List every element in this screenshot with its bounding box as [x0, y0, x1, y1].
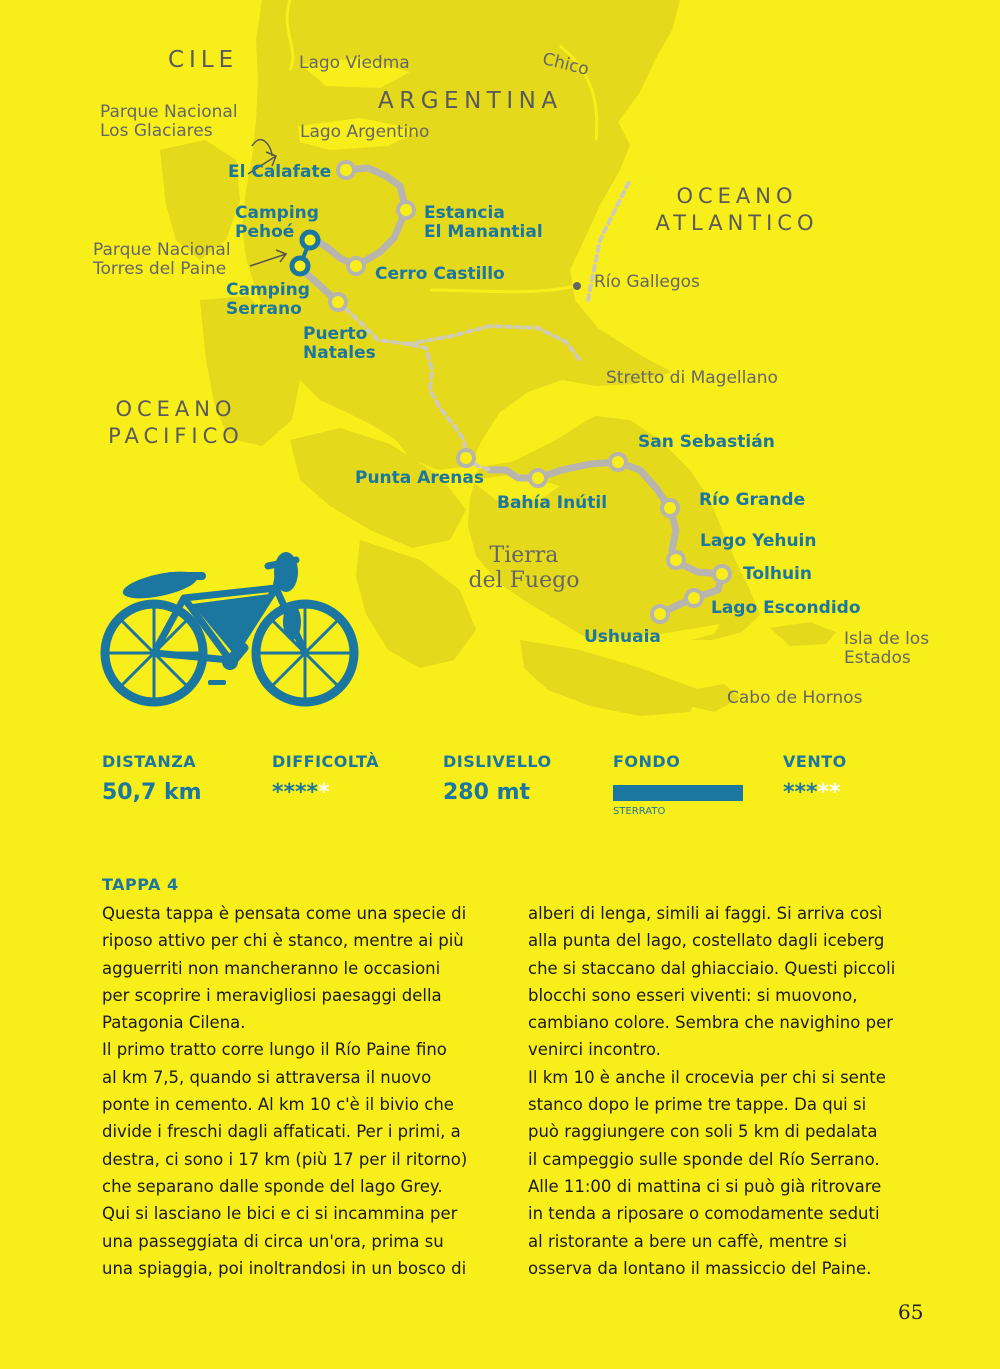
label-parque-torres: [93, 241, 231, 278]
page-number: 65: [898, 1300, 924, 1324]
body-text-line: Patagonia Cilena.: [102, 1013, 246, 1033]
stop-bahia-inutil: Bahía Inútil: [497, 493, 608, 513]
stop-ushuaia: Ushuaia: [584, 627, 661, 647]
body-text-line: Qui si lasciano le bici e ci si incammina per: [102, 1204, 458, 1224]
body-text-line: Il primo tratto corre lungo il Río Paine fino: [102, 1040, 447, 1060]
label-isla-estados-line1: Isla de los: [844, 629, 930, 649]
stop-lago-yehuin: Lago Yehuin: [700, 531, 817, 551]
label-isla-estados: [844, 630, 929, 667]
southern-islands: [520, 640, 700, 716]
bike-crank: [222, 654, 238, 670]
label-parque-glaciares-line1: Parque Nacional: [100, 102, 238, 122]
stat-difficolta-stars-empty: *: [318, 780, 330, 805]
body-text-line: Alle 11:00 di mattina ci si può già ritrovare: [528, 1176, 882, 1196]
body-text-line: divide i freschi dagli affaticati. Per i primi, a: [102, 1122, 461, 1142]
bike-handlebar-bag: [274, 552, 298, 592]
bike-pedal: [208, 680, 226, 685]
stat-dislivello-value: 280 mt: [443, 780, 531, 805]
stop-camping-pehoe-line2: Pehoé: [235, 221, 295, 242]
body-text-line: riposo attivo per chi è stanco, mentre ai più: [102, 931, 464, 951]
label-oceano-atlantico-line1: OCEANO: [676, 184, 798, 208]
body-text-line: una spiaggia, poi inoltrandosi in un bosco di: [102, 1258, 467, 1278]
label-tierra-del-fuego: [462, 543, 586, 594]
bike-fork-bag: [283, 604, 301, 640]
isla-de-los-estados-island: [770, 622, 836, 646]
body-text-line: in tenda a riposare o comodamente seduti: [528, 1204, 880, 1224]
stat-distanza-label: DISTANZA: [102, 752, 197, 771]
marker-rio-gallegos: [573, 282, 581, 290]
label-isla-estados-line2: Estados: [844, 647, 911, 668]
label-oceano-pacifico: [106, 398, 246, 448]
body-text-line: per scoprire i meravigliosi paesaggi della: [102, 985, 442, 1005]
stop-camping-pehoe: [235, 204, 319, 241]
stop-camping-serrano: [226, 281, 310, 318]
body-column-left: [102, 900, 502, 1282]
stat-fondo-label: FONDO: [613, 752, 681, 771]
body-column-right: [528, 900, 928, 1282]
marker-ushuaia: [652, 606, 668, 622]
stop-punta-arenas: Punta Arenas: [355, 468, 484, 488]
stat-fondo-caption: STERRATO: [613, 806, 666, 817]
stat-distanza-value: 50,7 km: [102, 780, 202, 805]
stop-puerto-natales-line1: Puerto: [303, 324, 368, 344]
stop-camping-pehoe-line1: Camping: [235, 203, 319, 223]
body-text-line: stanco dopo le prime tre tappe. Da qui si: [528, 1095, 867, 1115]
body-text-line: destra, ci sono i 17 km (più 17 per il ritorno): [102, 1149, 468, 1169]
label-lago-argentino: Lago Argentino: [300, 122, 430, 142]
body-text-line: agguerriti non mancheranno le occasioni: [102, 958, 441, 978]
label-oceano-atlantico: [652, 185, 822, 235]
label-cile: CILE: [168, 47, 239, 73]
stat-difficolta-stars-filled: ****: [272, 780, 319, 805]
stat-difficolta-label: DIFFICOLTÀ: [272, 752, 379, 771]
stat-vento-stars-empty: **: [817, 780, 841, 805]
label-stretto-magellano: Stretto di Magellano: [606, 368, 778, 388]
stat-vento-stars-filled: ***: [783, 780, 818, 805]
marker-rio-grande: [662, 500, 678, 516]
marker-cerro-castillo: [348, 258, 364, 274]
label-oceano-pacifico-line2: PACIFICO: [108, 424, 244, 449]
label-rio-gallegos: Río Gallegos: [594, 272, 700, 292]
marker-lago-yehuin: [668, 552, 684, 568]
body-text-line: Il km 10 è anche il crocevia per chi si sente: [528, 1067, 886, 1087]
marker-estancia: [398, 202, 414, 218]
label-parque-glaciares: [100, 103, 238, 140]
label-parque-torres-line1: Parque Nacional: [93, 240, 231, 260]
body-text-line: al km 7,5, quando si attraversa il nuovo: [102, 1067, 432, 1087]
body-text-line: alberi di lenga, simili ai faggi. Si arriva così: [528, 904, 883, 923]
body-text-line: al ristorante a bere un caffè, mentre si: [528, 1231, 847, 1251]
body-text-line: Questa tappa è pensata come una specie di: [102, 904, 467, 923]
stop-rio-grande: Río Grande: [699, 490, 806, 510]
body-text-line: blocchi sono esseri viventi: si muovono,: [528, 985, 858, 1005]
label-parque-glaciares-line2: Los Glaciares: [100, 120, 213, 141]
label-chico: Chico: [540, 49, 591, 80]
stop-puerto-natales-line2: Natales: [303, 342, 376, 363]
stop-puerto-natales: [303, 325, 376, 362]
bicycle-illustration: [105, 552, 354, 702]
body-text-line: ponte in cemento. Al km 10 c'è il bivio che: [102, 1095, 454, 1115]
stop-camping-serrano-line1: Camping: [226, 280, 310, 300]
stat-vento-stars: [783, 780, 841, 805]
section-heading: TAPPA 4: [102, 875, 179, 894]
label-argentina: ARGENTINA: [378, 88, 563, 114]
stop-estancia-line2: El Manantial: [424, 221, 543, 242]
stop-el-calafate: El Calafate: [228, 162, 332, 182]
label-lago-viedma: Lago Viedma: [299, 53, 410, 73]
marker-san-sebastian: [610, 454, 626, 470]
marker-bahia-inutil: [530, 470, 546, 486]
marker-camping-serrano: [292, 258, 308, 274]
stop-camping-serrano-line2: Serrano: [226, 298, 302, 319]
body-text-line: il campeggio sulle sponde del Río Serrano.: [528, 1149, 880, 1169]
stat-fondo-bar: [613, 785, 743, 801]
stop-estancia-el-manantial: [424, 204, 543, 241]
body-text-line: che si staccano dal ghiacciaio. Questi piccoli: [528, 958, 896, 978]
marker-punta-arenas: [458, 450, 474, 466]
label-parque-torres-line2: Torres del Paine: [93, 258, 227, 279]
label-tierra-del-fuego-line1: Tierra: [489, 543, 559, 568]
body-text-line: venirci incontro.: [528, 1040, 661, 1060]
body-text-line: cambiano colore. Sembra che navighino per: [528, 1013, 894, 1033]
marker-puerto-natales: [330, 294, 346, 310]
stat-vento-label: VENTO: [783, 752, 847, 771]
body-text-line: osserva da lontano il massiccio del Paine.: [528, 1258, 872, 1278]
stop-estancia-line1: Estancia: [424, 203, 505, 223]
stop-san-sebastian: San Sebastián: [638, 432, 775, 452]
body-text-line: alla punta del lago, costellato dagli iceberg: [528, 931, 885, 951]
stop-tolhuin: Tolhuin: [743, 564, 812, 584]
fjord-islands-west: [356, 540, 476, 668]
marker-lago-escondido: [686, 590, 702, 606]
stat-dislivello-label: DISLIVELLO: [443, 752, 552, 771]
stop-lago-escondido: Lago Escondido: [711, 598, 861, 618]
stat-difficolta-stars: [272, 780, 330, 805]
body-text-line: una passeggiata di circa un'ora, prima su: [102, 1231, 444, 1251]
stop-cerro-castillo: Cerro Castillo: [375, 264, 505, 284]
label-oceano-pacifico-line1: OCEANO: [115, 397, 237, 421]
body-text-line: che separano dalle sponde del lago Grey.: [102, 1176, 443, 1196]
label-oceano-atlantico-line2: ATLANTICO: [655, 211, 819, 236]
marker-el-calafate: [338, 162, 354, 178]
label-tierra-del-fuego-line2: del Fuego: [468, 568, 580, 594]
bike-saddle: [166, 572, 206, 580]
body-text-line: può raggiungere con soli 5 km di pedalata: [528, 1122, 878, 1142]
marker-tolhuin: [714, 566, 730, 582]
label-cabo-hornos: Cabo de Hornos: [727, 688, 863, 708]
